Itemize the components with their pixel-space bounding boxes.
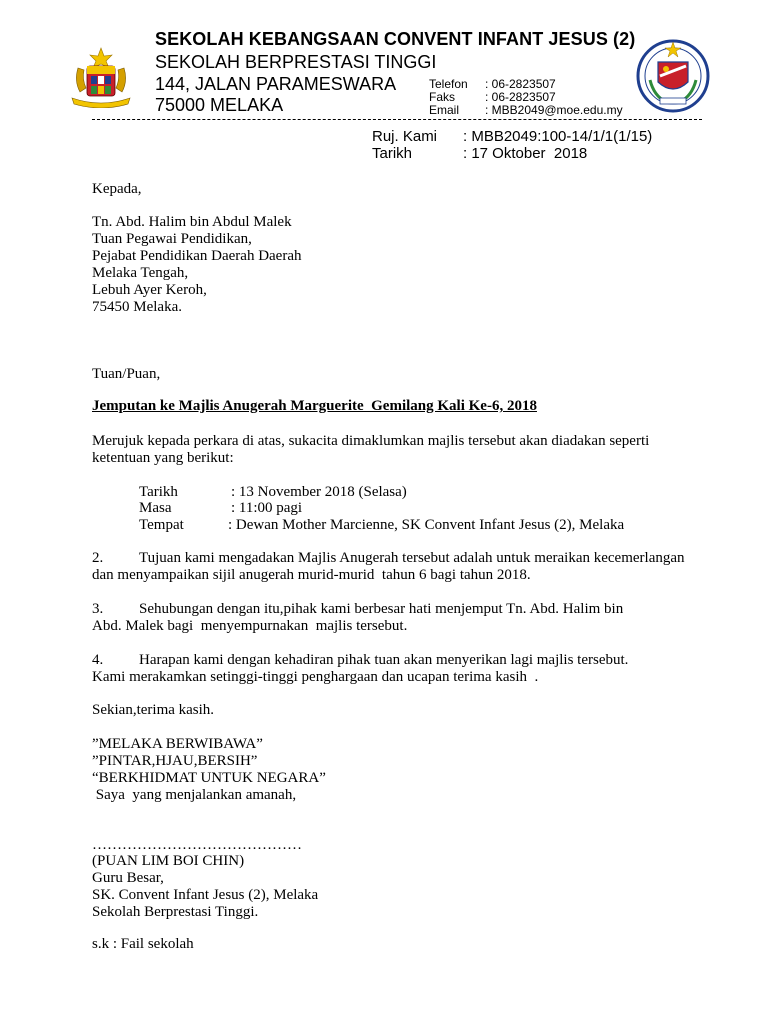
intro-line: ketentuan yang berikut: — [92, 450, 234, 466]
contact-fax-label: Faks — [429, 90, 456, 104]
recipient-line: Tuan Pegawai Pendidikan, — [92, 231, 252, 247]
intro-line: Merujuk kepada perkara di atas, sukacita dimaklumkan majlis tersebut akan diadakan seperti — [92, 433, 650, 449]
detail-venue-label: Tempat — [139, 517, 184, 533]
contact-email-label: Email — [429, 103, 460, 117]
contact-phone-value: : 06-2823507 — [485, 77, 556, 91]
detail-time-label: Masa — [139, 500, 172, 516]
paragraph-number: 4. — [92, 652, 104, 668]
paragraph-continuation: Kami merakamkan setinggi-tinggi penghargaan dan ucapan terima kasih . — [92, 669, 539, 685]
address-line-1: 144, JALAN PARAMESWARA — [155, 74, 397, 94]
recipient-line: Pejabat Pendidikan Daerah Daerah — [92, 248, 302, 264]
signatory-school: SK. Convent Infant Jesus (2), Melaka — [92, 887, 319, 903]
reference-value: : MBB2049:100-14/1/1(1/15) — [463, 128, 653, 145]
detail-time-value: : 11:00 pagi — [231, 500, 303, 516]
signatory-school-status: Sekolah Berprestasi Tinggi. — [92, 904, 259, 920]
signatory-name: (PUAN LIM BOI CHIN) — [92, 853, 245, 869]
paragraph-first-line: Tujuan kami mengadakan Majlis Anugerah tersebut adalah untuk meraikan kecemerlangan — [139, 550, 685, 566]
motto-line: ”PINTAR,HJAU,BERSIH” — [92, 753, 258, 769]
trustee-line: Saya yang menjalankan amanah, — [92, 787, 297, 803]
paragraph-number: 2. — [92, 550, 104, 566]
school-name: SEKOLAH KEBANGSAAN CONVENT INFANT JESUS (2) — [155, 29, 636, 49]
detail-venue-value: : Dewan Mother Marcienne, SK Convent Infant Jesus (2), Melaka — [228, 517, 625, 533]
date-label: Tarikh — [372, 145, 413, 162]
paragraph-first-line: Harapan kami dengan kehadiran pihak tuan akan menyerikan lagi majlis tersebut. — [139, 652, 629, 668]
letter-subject: Jemputan ke Majlis Anugerah Marguerite Gemilang Kali Ke-6, 2018 — [92, 398, 537, 414]
malaysia-coat-of-arms-logo — [66, 46, 136, 108]
reference-label: Ruj. Kami — [372, 128, 438, 145]
signature-line: …………………………………… — [92, 837, 302, 853]
school-crest-logo — [636, 36, 710, 114]
contact-email-value: : MBB2049@moe.edu.my — [485, 103, 623, 117]
detail-date-value: : 13 November 2018 (Selasa) — [231, 484, 407, 500]
paragraph-continuation: Abd. Malek bagi menyempurnakan majlis tersebut. — [92, 618, 408, 634]
contact-phone-label: Telefon — [429, 77, 468, 91]
recipient-line: Melaka Tengah, — [92, 265, 189, 281]
header-divider — [92, 119, 702, 120]
recipient-line: 75450 Melaka. — [92, 299, 182, 315]
paragraph-number: 3. — [92, 601, 104, 617]
motto-line: ”MELAKA BERWIBAWA” — [92, 736, 263, 752]
closing: Sekian,terima kasih. — [92, 702, 215, 718]
paragraph-first-line: Sehubungan dengan itu,pihak kami berbesar hati menjemput Tn. Abd. Halim bin — [139, 601, 624, 617]
detail-date-label: Tarikh — [139, 484, 178, 500]
date-value: : 17 Oktober 2018 — [463, 145, 588, 162]
contact-fax-value: : 06-2823507 — [485, 90, 556, 104]
address-line-2: 75000 MELAKA — [155, 95, 284, 115]
recipient-salutation: Kepada, — [92, 181, 142, 197]
greeting: Tuan/Puan, — [92, 366, 161, 382]
motto-line: “BERKHIDMAT UNTUK NEGARA” — [92, 770, 326, 786]
carbon-copy: s.k : Fail sekolah — [92, 936, 194, 952]
recipient-line: Lebuh Ayer Keroh, — [92, 282, 207, 298]
signatory-title: Guru Besar, — [92, 870, 164, 886]
paragraph-continuation: dan menyampaikan sijil anugerah murid-murid tahun 6 bagi tahun 2018. — [92, 567, 531, 583]
school-status: SEKOLAH BERPRESTASI TINGGI — [155, 52, 437, 72]
recipient-line: Tn. Abd. Halim bin Abdul Malek — [92, 214, 292, 230]
